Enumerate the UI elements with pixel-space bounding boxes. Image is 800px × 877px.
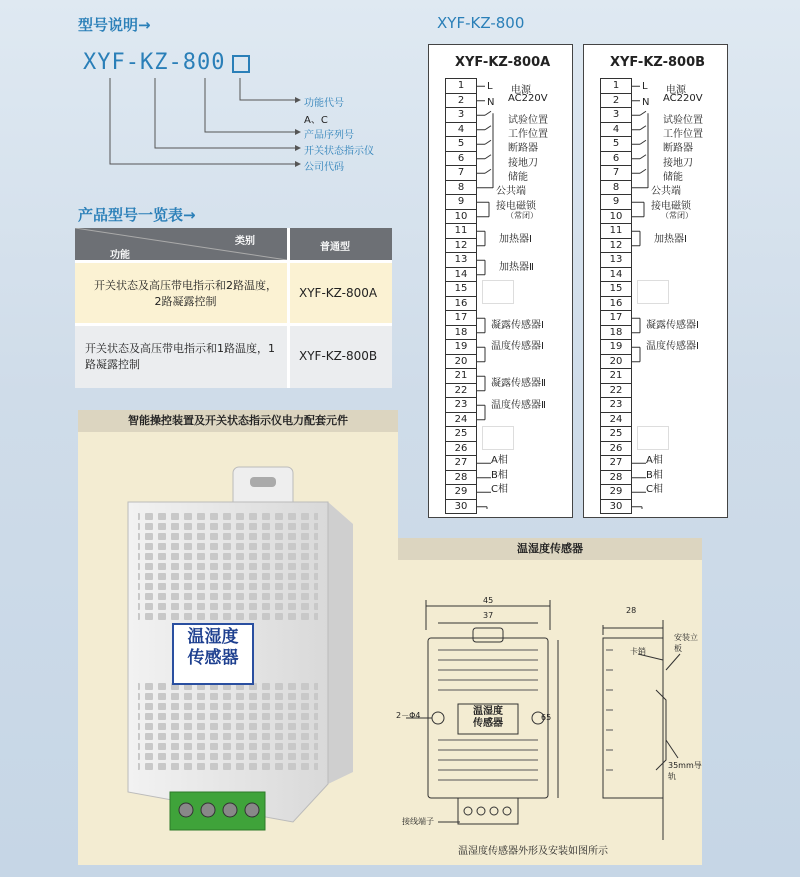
label-ac: AC220V: [508, 93, 548, 104]
terminal-number: 3: [445, 107, 477, 123]
wire: [485, 169, 491, 173]
terminal-number: 26: [445, 441, 477, 457]
header-type: 普通型: [320, 242, 350, 253]
terminal-number: 13: [600, 252, 632, 268]
terminal-number: 24: [445, 412, 477, 428]
label-mount: 安装立板: [674, 633, 698, 653]
label-energy: 储能: [508, 172, 528, 183]
terminal-number: 27: [445, 455, 477, 471]
label-phase-b: B相: [491, 470, 508, 481]
label-heater2: 加热器Ⅱ: [499, 262, 534, 273]
terminal-number: 16: [445, 296, 477, 312]
wire: [640, 111, 646, 115]
terminal-number: 5: [600, 136, 632, 152]
legend-ac: A、C: [304, 115, 328, 126]
terminal-number: 26: [600, 441, 632, 457]
terminal-number: 20: [600, 354, 632, 370]
product-table-header: [75, 228, 392, 260]
label-phase-a: A相: [491, 455, 508, 466]
label-ground-knife: 接地刀: [508, 158, 538, 169]
terminal-number: 11: [600, 223, 632, 239]
label-phase-c: C相: [491, 484, 508, 495]
terminal-number: 25: [445, 426, 477, 442]
label-cond1: 凝露传感器Ⅰ: [491, 320, 544, 331]
header-function: 功能: [110, 250, 130, 261]
terminal-number: 12: [600, 238, 632, 254]
terminal-number: 18: [600, 325, 632, 341]
wire: [640, 169, 646, 173]
terminal-number: 15: [600, 281, 632, 297]
label-breaker: 断路器: [663, 143, 693, 154]
terminal-number: 18: [445, 325, 477, 341]
legend-serial: 产品序列号: [304, 130, 354, 141]
model-explain-title: 型号说明→: [78, 16, 151, 34]
sensor-drawing-title: 温湿度传感器: [398, 538, 702, 560]
product-table: [75, 228, 392, 388]
terminal-number: 17: [600, 310, 632, 326]
wire: [640, 126, 646, 130]
terminal-table-a: [428, 44, 573, 518]
sensor-label: 温湿度 传感器: [187, 627, 239, 668]
terminal-number: 2: [600, 93, 632, 109]
terminal-number: 12: [445, 238, 477, 254]
label-rail: 35mm导轨: [668, 761, 702, 781]
terminal-number: 29: [445, 484, 477, 500]
terminal-number: 25: [600, 426, 632, 442]
terminal-number: 6: [600, 151, 632, 167]
label-cond2: 凝露传感器Ⅱ: [491, 378, 546, 389]
label-clip: 卡销: [630, 647, 646, 656]
blank-cell: [637, 280, 669, 304]
wire: [485, 140, 491, 144]
sensor-drawing-panel: [398, 538, 702, 865]
terminal-number: 9: [600, 194, 632, 210]
label-phase-a: A相: [646, 455, 663, 466]
blank-cell: [637, 426, 669, 450]
terminal-number: 2: [445, 93, 477, 109]
label-ac: AC220V: [663, 93, 703, 104]
blank-cell: [482, 426, 514, 450]
terminal-number: 19: [600, 339, 632, 355]
label-test-pos: 试验位置: [663, 115, 703, 126]
label-common: 公共端: [496, 186, 526, 197]
dim-37: 37: [483, 611, 494, 620]
terminal-number: 30: [600, 499, 632, 515]
dim-28: 28: [626, 606, 637, 615]
terminal-number: 14: [445, 267, 477, 283]
label-energy: 储能: [663, 172, 683, 183]
terminal-number: 6: [445, 151, 477, 167]
product-desc: 开关状态及高压带电指示和1路温度，1路凝露控制: [85, 342, 275, 371]
label-phase-c: C相: [646, 484, 663, 495]
label-terminal: 接线端子: [402, 817, 434, 826]
terminal-numbers-b: [600, 79, 632, 514]
wire: [485, 111, 491, 115]
terminal-number: 8: [445, 180, 477, 196]
terminal-number: 8: [600, 180, 632, 196]
label-cond1: 凝露传感器Ⅰ: [646, 320, 699, 331]
terminal-number: 11: [445, 223, 477, 239]
label-common: 公共端: [651, 186, 681, 197]
product-row: [75, 263, 392, 323]
terminal-number: 10: [445, 209, 477, 225]
model-legend-lines: [80, 76, 310, 176]
terminal-number: 7: [445, 165, 477, 181]
label-test-pos: 试验位置: [508, 115, 548, 126]
model-code: XYF-KZ-800: [83, 50, 226, 75]
terminal-number: 24: [600, 412, 632, 428]
label-temp1: 温度传感器Ⅰ: [646, 341, 699, 352]
legend-indicator: 开关状态指示仪: [304, 146, 374, 157]
terminal-number: 22: [600, 383, 632, 399]
product-row: [75, 326, 392, 388]
product-model: XYF-KZ-800B: [299, 349, 378, 363]
terminal-number: 28: [600, 470, 632, 486]
label-l: L: [642, 81, 648, 92]
product-photo-panel: [78, 410, 398, 865]
label-lock-sub: （常闭）: [661, 211, 693, 220]
terminal-number: 4: [600, 122, 632, 138]
terminal-table-a-title: XYF-KZ-800A: [455, 55, 551, 70]
terminal-number: 30: [445, 499, 477, 515]
terminal-number: 19: [445, 339, 477, 355]
terminal-number: 9: [445, 194, 477, 210]
terminal-number: 13: [445, 252, 477, 268]
legend-company: 公司代码: [304, 162, 344, 173]
terminal-number: 3: [600, 107, 632, 123]
label-power: 电源: [511, 85, 531, 96]
label-work-pos: 工作位置: [508, 129, 548, 140]
sensor-caption: 温湿度传感器外形及安装如图所示: [458, 846, 608, 857]
terminal-table-b: [583, 44, 728, 518]
terminal-number: 20: [445, 354, 477, 370]
terminal-number: 5: [445, 136, 477, 152]
terminal-number: 15: [445, 281, 477, 297]
terminal-number: 29: [600, 484, 632, 500]
label-heater1: 加热器Ⅰ: [499, 234, 532, 245]
label-temp2: 温度传感器Ⅱ: [491, 400, 546, 411]
terminal-number: 7: [600, 165, 632, 181]
terminal-number: 10: [600, 209, 632, 225]
label-lock: 接电磁锁: [496, 201, 536, 212]
label-holes: 2－Φ4: [396, 711, 421, 720]
function-code-box: [232, 55, 250, 73]
header-category: 类别: [235, 236, 255, 247]
label-ground-knife: 接地刀: [663, 158, 693, 169]
terminal-number: 21: [600, 368, 632, 384]
label-breaker: 断路器: [508, 143, 538, 154]
label-heater1: 加热器Ⅰ: [654, 234, 687, 245]
product-desc: 开关状态及高压带电指示和2路温度，2路凝露控制: [94, 279, 277, 308]
label-l: L: [487, 81, 493, 92]
terminal-series-title: XYF-KZ-800: [437, 14, 525, 32]
blank-cell: [482, 280, 514, 304]
terminal-number: 27: [600, 455, 632, 471]
label-phase-b: B相: [646, 470, 663, 481]
dim-65: 65: [541, 713, 552, 722]
terminal-number: 22: [445, 383, 477, 399]
legend-function-code: 功能代号: [304, 98, 344, 109]
wire: [640, 155, 646, 159]
label-work-pos: 工作位置: [663, 129, 703, 140]
terminal-number: 17: [445, 310, 477, 326]
terminal-numbers-a: [445, 79, 477, 514]
front-label: 温湿度 传感器: [473, 706, 503, 729]
photo-panel-title: 智能操控装置及开关状态指示仪电力配套元件: [78, 410, 398, 432]
terminal-number: 16: [600, 296, 632, 312]
terminal-number: 23: [445, 397, 477, 413]
terminal-number: 28: [445, 470, 477, 486]
label-n: N: [487, 97, 495, 108]
dim-45: 45: [483, 596, 494, 605]
terminal-number: 14: [600, 267, 632, 283]
label-lock: 接电磁锁: [651, 201, 691, 212]
product-model: XYF-KZ-800A: [299, 286, 378, 300]
terminal-number: 1: [445, 78, 477, 94]
product-list-title: 产品型号一览表→: [78, 206, 196, 224]
wire: [485, 155, 491, 159]
label-lock-sub: （常闭）: [506, 211, 538, 220]
terminal-table-b-title: XYF-KZ-800B: [610, 55, 706, 70]
label-n: N: [642, 97, 650, 108]
terminal-number: 1: [600, 78, 632, 94]
terminal-number: 23: [600, 397, 632, 413]
label-power: 电源: [666, 85, 686, 96]
terminal-number: 4: [445, 122, 477, 138]
terminal-number: 21: [445, 368, 477, 384]
label-temp1: 温度传感器Ⅰ: [491, 341, 544, 352]
wire: [485, 126, 491, 130]
wire: [640, 140, 646, 144]
